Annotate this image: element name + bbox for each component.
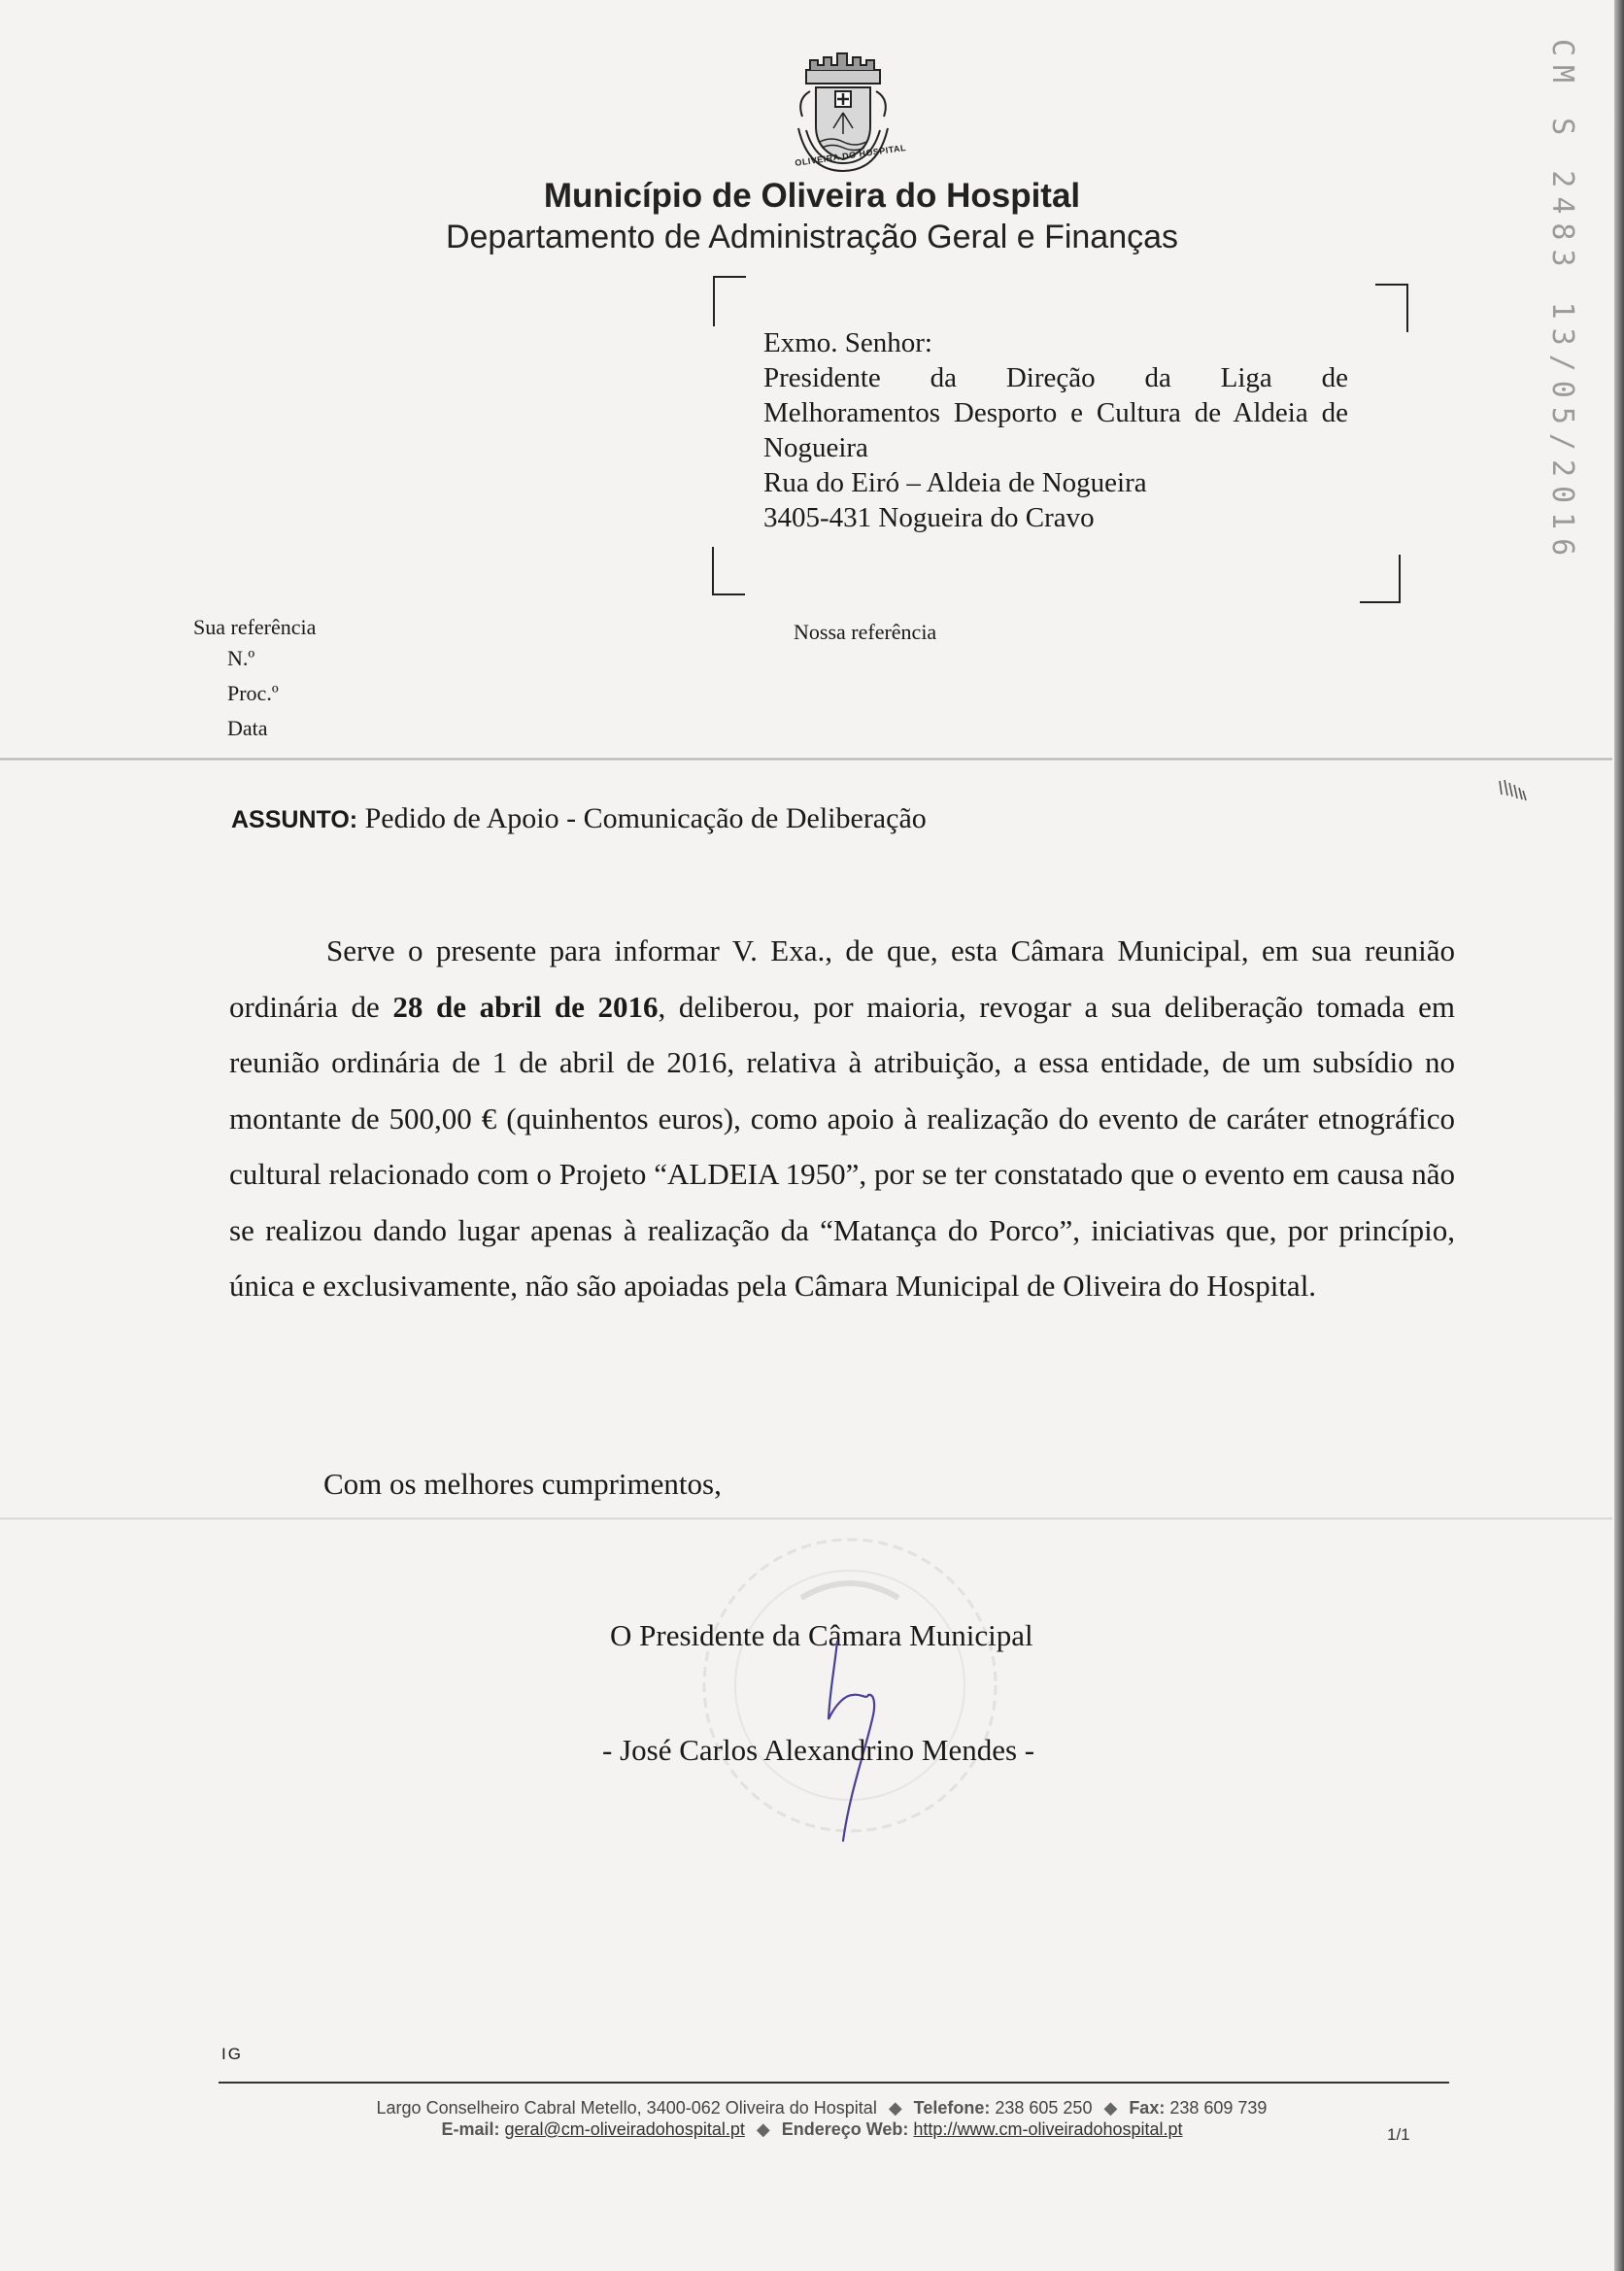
footer-address: Largo Conselheiro Cabral Metello, 3400-062 Oliveira do Hospital: [376, 2098, 877, 2118]
page-number: 1/1: [1387, 2125, 1410, 2144]
web-label: Endereço Web:: [781, 2119, 909, 2139]
footer-divider: [219, 2082, 1449, 2084]
department-name: Departamento de Administração Geral e Finanças: [445, 219, 1179, 255]
signatory-role: O Presidente da Câmara Municipal: [610, 1618, 1033, 1652]
your-reference-label: Sua referência: [193, 615, 317, 639]
separator-diamond-icon: ◆: [756, 2119, 770, 2139]
paper-fold-line: [0, 758, 1612, 761]
date-label: Data: [227, 716, 268, 740]
paper-fold-line: [0, 1517, 1612, 1520]
recipient-line: Melhoramentos Desporto e Cultura de Aldeia de: [763, 397, 1348, 428]
recipient-salutation: Exmo. Senhor:: [763, 327, 932, 358]
registry-stamp: CM S 2483 13/05/2016: [1545, 39, 1579, 565]
fax-number: 238 609 739: [1169, 2098, 1268, 2118]
meeting-date: 28 de abril de 2016: [392, 989, 659, 1024]
subject-line: [231, 802, 927, 835]
separator-diamond-icon: ◆: [1103, 2098, 1118, 2118]
closing-salutation: Com os melhores cumprimentos,: [323, 1467, 722, 1501]
separator-diamond-icon: ◆: [888, 2098, 902, 2118]
email-label: E-mail:: [441, 2119, 500, 2139]
organization-name: Município de Oliveira do Hospital: [543, 177, 1081, 215]
our-reference-label: Nossa referência: [794, 620, 937, 644]
window-bracket-top-left: [713, 276, 746, 326]
crest-motto: OLIVEIRA DO HOSPITAL: [794, 142, 907, 168]
recipient-line: Nogueira: [763, 432, 868, 463]
window-bracket-bottom-left: [712, 547, 745, 595]
body-text-part: , deliberou, por maioria, revogar a sua deliberação tomada em reunião ordinária de 1 de abril de 2016, relativa à atribuição, a essa entidade, de um subsídio no montante de 500,00 € (quinhentos euros), como apoio à realização do evento de caráter etnográfico cultural relacionado com o Projeto “ALDEIA 1950”, por se ter constatado que o evento em causa não se realizou dando lugar apenas à realização da “Matança do Porco”, iniciativas que, por princípio, única e exclusivamente, não são apoiadas pela Câmara Municipal de Oliveira do Hospital.: [229, 989, 1456, 1303]
number-label: N.º: [227, 646, 255, 670]
letter-body: [229, 923, 1455, 1314]
fax-label: Fax:: [1129, 2098, 1166, 2118]
footer-line-2: [0, 2119, 1624, 2140]
recipient-address: [763, 325, 1348, 535]
website-link[interactable]: http://www.cm-oliveiradohospital.pt: [913, 2119, 1183, 2139]
phone-label: Telefone:: [913, 2098, 991, 2118]
typist-initials: IG: [221, 2045, 243, 2063]
signatory-name: - José Carlos Alexandrino Mendes -: [602, 1733, 1035, 1767]
handwritten-mark-icon: [1496, 777, 1535, 806]
phone-number: 238 605 250: [995, 2098, 1093, 2118]
subject-label: ASSUNTO:: [231, 806, 358, 833]
window-bracket-top-right: [1375, 284, 1408, 332]
recipient-line: 3405-431 Nogueira do Cravo: [763, 502, 1095, 533]
footer-line-1: [0, 2098, 1624, 2118]
process-label: Proc.º: [227, 681, 279, 705]
body-text-part: Serve o presente para informar V. Exa., de que, esta Câmara Municipal, em sua reunião ordinária de: [229, 933, 1455, 1024]
scan-page-edge: [1614, 0, 1624, 2271]
subject-text: Pedido de Apoio - Comunicação de Deliberação: [364, 802, 927, 834]
recipient-line: Presidente da Direção da Liga de: [763, 362, 1348, 393]
window-bracket-bottom-right: [1360, 555, 1401, 603]
recipient-line: Rua do Eiró – Aldeia de Nogueira: [763, 467, 1147, 498]
email-link[interactable]: geral@cm-oliveiradohospital.pt: [504, 2119, 745, 2139]
